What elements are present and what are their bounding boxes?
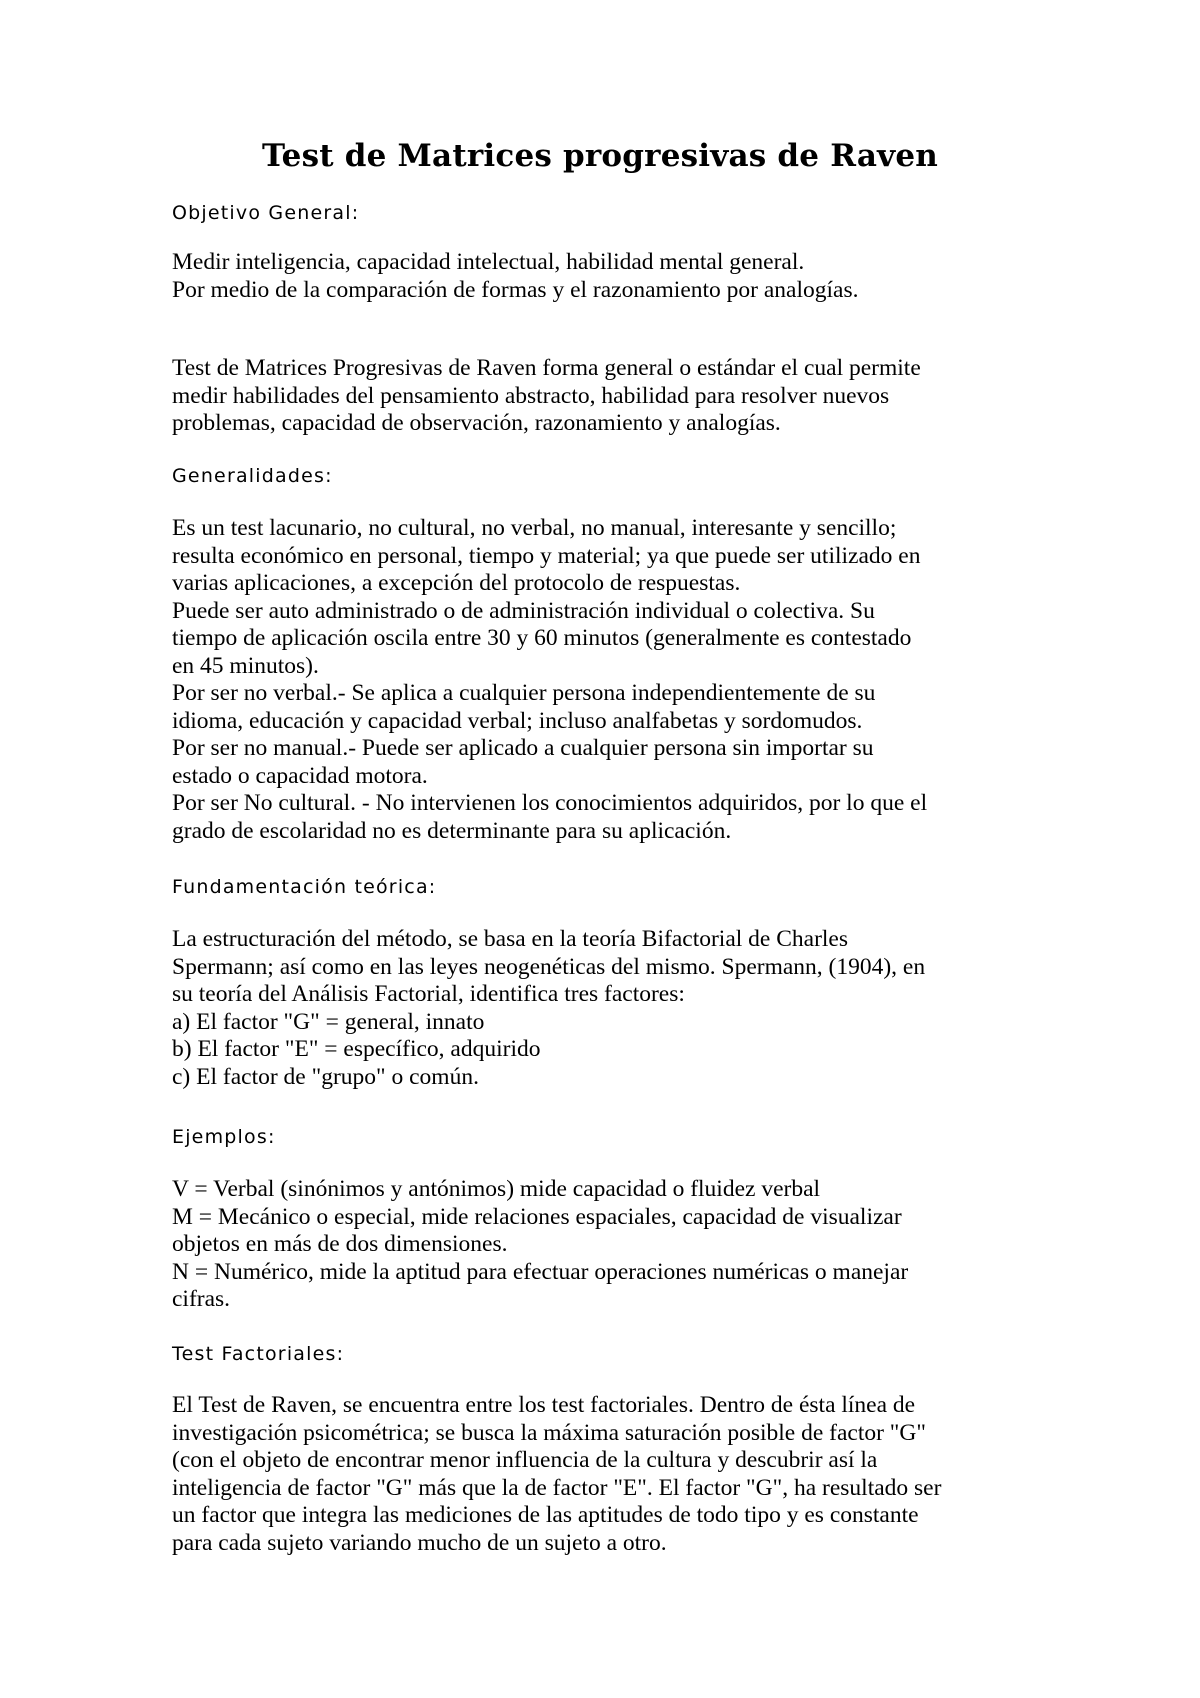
paragraph-objetivo bbox=[172, 249, 1052, 304]
text-line: M = Mecánico o especial, mide relaciones espaciales, capacidad de visualizar bbox=[172, 1203, 902, 1230]
heading-fundamentacion: Fundamentación teórica: bbox=[172, 876, 437, 898]
text-line: inteligencia de factor "G" más que la de factor "E". El factor "G", ha resultado ser bbox=[172, 1474, 942, 1501]
text-line: Medir inteligencia, capacidad intelectual, habilidad mental general. bbox=[172, 249, 805, 275]
text-line: cifras. bbox=[172, 1286, 231, 1312]
text-line: V = Verbal (sinónimos y antónimos) mide capacidad o fluidez verbal bbox=[172, 1176, 821, 1202]
text-line: El Test de Raven, se encuentra entre los test factoriales. Dentro de ésta línea de bbox=[172, 1392, 916, 1418]
heading-objetivo-general: Objetivo General: bbox=[172, 202, 360, 224]
paragraph-generalidades bbox=[172, 515, 1052, 845]
text-line: para cada sujeto variando mucho de un sujeto a otro. bbox=[172, 1529, 667, 1556]
text-line: resulta económico en personal, tiempo y material; ya que puede ser utilizado en bbox=[172, 542, 921, 569]
text-line: (con el objeto de encontrar menor influencia de la cultura y descubrir así la bbox=[172, 1447, 878, 1473]
paragraph-descripcion bbox=[172, 355, 1052, 438]
paragraph-fundamentacion bbox=[172, 926, 1052, 1091]
text-line: su teoría del Análisis Factorial, identifica tres factores: bbox=[172, 981, 685, 1007]
text-line: Por medio de la comparación de formas y el razonamiento por analogías. bbox=[172, 276, 859, 303]
text-line: estado o capacidad motora. bbox=[172, 762, 428, 789]
text-line: Por ser no manual.- Puede ser aplicado a cualquier persona sin importar su bbox=[172, 735, 874, 761]
text-line: tiempo de aplicación oscila entre 30 y 60 minutos (generalmente es contestado bbox=[172, 625, 912, 651]
text-line: objetos en más de dos dimensiones. bbox=[172, 1231, 508, 1257]
text-line: N = Numérico, mide la aptitud para efectuar operaciones numéricas o manejar bbox=[172, 1258, 909, 1285]
heading-ejemplos: Ejemplos: bbox=[172, 1126, 276, 1148]
text-line: problemas, capacidad de observación, razonamiento y analogías. bbox=[172, 410, 781, 436]
document-title: Test de Matrices progresivas de Raven bbox=[261, 138, 939, 174]
text-line: Es un test lacunario, no cultural, no verbal, no manual, interesante y sencillo; bbox=[172, 515, 897, 541]
text-line: un factor que integra las mediciones de las aptitudes de todo tipo y es constante bbox=[172, 1502, 919, 1528]
text-line: idioma, educación y capacidad verbal; incluso analfabetas y sordomudos. bbox=[172, 707, 863, 734]
text-line: medir habilidades del pensamiento abstracto, habilidad para resolver nuevos bbox=[172, 382, 890, 409]
text-line: Puede ser auto administrado o de administración individual o colectiva. Su bbox=[172, 597, 875, 624]
text-line: en 45 minutos). bbox=[172, 652, 319, 679]
paragraph-ejemplos bbox=[172, 1176, 1052, 1314]
text-line: grado de escolaridad no es determinante para su aplicación. bbox=[172, 817, 732, 844]
list-item-factor-grupo: c) El factor de "grupo" o común. bbox=[172, 1063, 479, 1090]
text-line: La estructuración del método, se basa en la teoría Bifactorial de Charles bbox=[172, 926, 849, 952]
list-item-factor-e: b) El factor "E" = específico, adquirido bbox=[172, 1036, 541, 1062]
text-line: investigación psicométrica; se busca la máxima saturación posible de factor "G" bbox=[172, 1419, 926, 1446]
text-line: Spermann; así como en las leyes neogenéticas del mismo. Spermann, (1904), en bbox=[172, 953, 926, 980]
text-line: Test de Matrices Progresivas de Raven forma general o estándar el cual permite bbox=[172, 355, 921, 381]
heading-test-factoriales: Test Factoriales: bbox=[172, 1343, 345, 1365]
text-line: Por ser No cultural. - No intervienen los conocimientos adquiridos, por lo que el bbox=[172, 790, 928, 816]
paragraph-test-factoriales bbox=[172, 1392, 1052, 1557]
text-line: varias aplicaciones, a excepción del protocolo de respuestas. bbox=[172, 570, 741, 596]
list-item-factor-g: a) El factor "G" = general, innato bbox=[172, 1008, 485, 1035]
heading-generalidades: Generalidades: bbox=[172, 465, 333, 487]
text-line: Por ser no verbal.- Se aplica a cualquier persona independientemente de su bbox=[172, 680, 876, 706]
